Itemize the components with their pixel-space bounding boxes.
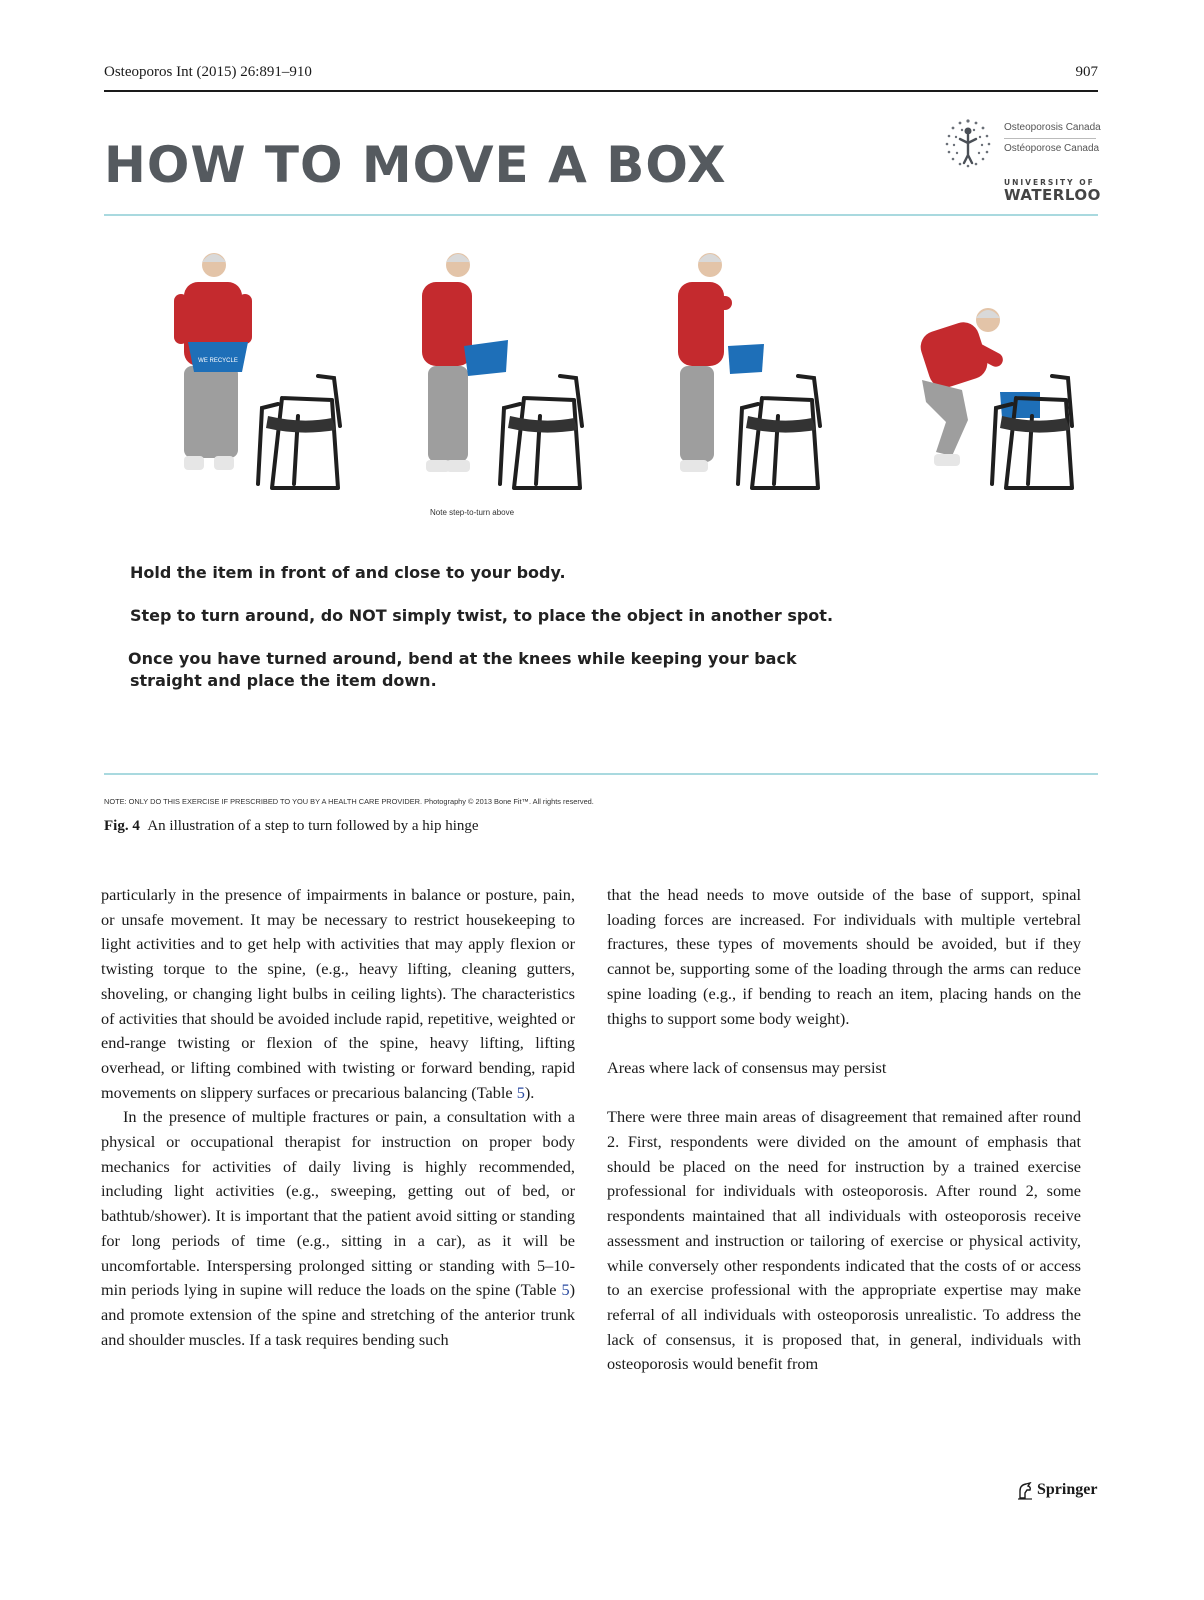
instruction-1: Hold the item in front of and close to your body. [130, 563, 566, 582]
poster-top-rule [104, 214, 1098, 216]
poster-bottom-rule [104, 773, 1098, 775]
step-1-figure [170, 248, 380, 498]
running-head [104, 64, 1098, 92]
left-column [101, 883, 575, 1352]
page-number: 907 [1075, 64, 1098, 80]
instruction-3-line-2: straight and place the item down. [130, 671, 437, 690]
instruction-2: Step to turn around, do NOT simply twist, to place the object in another spot. [130, 606, 834, 625]
step-4-figure [912, 248, 1122, 498]
logo-divider [1004, 138, 1096, 139]
journal-citation: Osteoporos Int (2015) 26:891–910 [104, 64, 312, 80]
table-5-link[interactable]: 5 [516, 1082, 525, 1102]
figure-caption-label: Fig. 4 [104, 818, 140, 834]
note-step-to-turn: Note step-to-turn above [430, 508, 515, 517]
university-label-small: UNIVERSITY OF [1004, 178, 1095, 187]
right-paragraph-1: that the head needs to move outside of the base of support, spinal loading forces are increased. For individuals with multiple vertebral fractures, these types of movements should be avoided, but if they cannot be, supporting some of the loading through the arms can reduce spine loading (e.g., if bending to reach an item, placing hands on the thighs to support some body weight). [607, 885, 1081, 1028]
osteoporosis-canada-logo-icon [940, 115, 996, 171]
table-5-link[interactable]: 5 [561, 1280, 570, 1300]
step-3-figure [670, 248, 880, 498]
springer-horse-icon [1017, 1482, 1033, 1500]
poster-title: HOW TO MOVE A BOX [104, 136, 727, 194]
org-name-en: Osteoporosis Canada [1004, 122, 1101, 133]
right-column [607, 883, 1081, 1377]
publisher-name: Springer [1037, 1481, 1098, 1498]
university-label-big: WATERLOO [1004, 186, 1101, 204]
figure-caption-text: An illustration of a step to turn followed by a hip hinge [147, 818, 479, 834]
step-2-figure [412, 248, 622, 498]
left-paragraph-2: In the presence of multiple fractures or pain, a consultation with a physical or occupational therapist for instruction on proper body mechanics for activities of daily living is highly recommended, including light activities (e.g., sweeping, getting out of bed, or bathtub/shower). It is important that the patient avoid sitting or standing for long periods of time (e.g., sitting in a car), as it will be uncomfortable. Interspersing prolonged sitting or standing with 5–10-min periods lying in supine will reduce the loads on the spine (Table 5) and promote extension of the spine and stretching of the anterior trunk and shoulder muscles. If a task requires bending such [101, 1107, 575, 1349]
poster-disclaimer: NOTE: ONLY DO THIS EXERCISE IF PRESCRIBED TO YOU BY A HEALTH CARE PROVIDER. Photography © 2013 Bone Fit™. All rights reserved. [104, 797, 594, 806]
box-label-text: WE RECYCLE [198, 358, 238, 364]
org-name-fr: Ostéoporose Canada [1004, 143, 1100, 154]
left-paragraph-1: particularly in the presence of impairments in balance or posture, pain, or unsafe movement. It may be necessary to restrict housekeeping to light activities and to get help with activities that may apply flexion or twisting torque to the spine, (e.g., heavy lifting, cleaning gutters, shoveling, or changing light bulbs in ceiling lights). The characteristics of activities that should be avoided include rapid, repetitive, weighted or end-range twisting or flexion of the spine, heavy lifting, lifting overhead, or lifting combined with twisting or forward bending, rapid movements on slippery surfaces or precarious balancing (Table 5). [101, 885, 575, 1102]
figure-caption [104, 818, 479, 835]
instruction-3-line-1: Once you have turned around, bend at the knees while keeping your back [128, 649, 797, 668]
section-heading: Areas where lack of consensus may persist [607, 1057, 887, 1077]
right-paragraph-2: There were three main areas of disagreement that remained after round 2. First, respondents were divided on the amount of emphasis that should be placed on the need for instruction by a trained exercise professional for individuals with osteoporosis. After round 2, some respondents maintained that all individuals with osteoporosis receive assessment and instruction or tailoring of exercise or physical activity, while conversely other respondents indicated that the costs of or access to an exercise professional with the appropriate expertise may make referral of all individuals with osteoporosis unrealistic. To address the lack of consensus, it is proposed that, in general, individuals with osteoporosis would benefit from [607, 1107, 1081, 1374]
